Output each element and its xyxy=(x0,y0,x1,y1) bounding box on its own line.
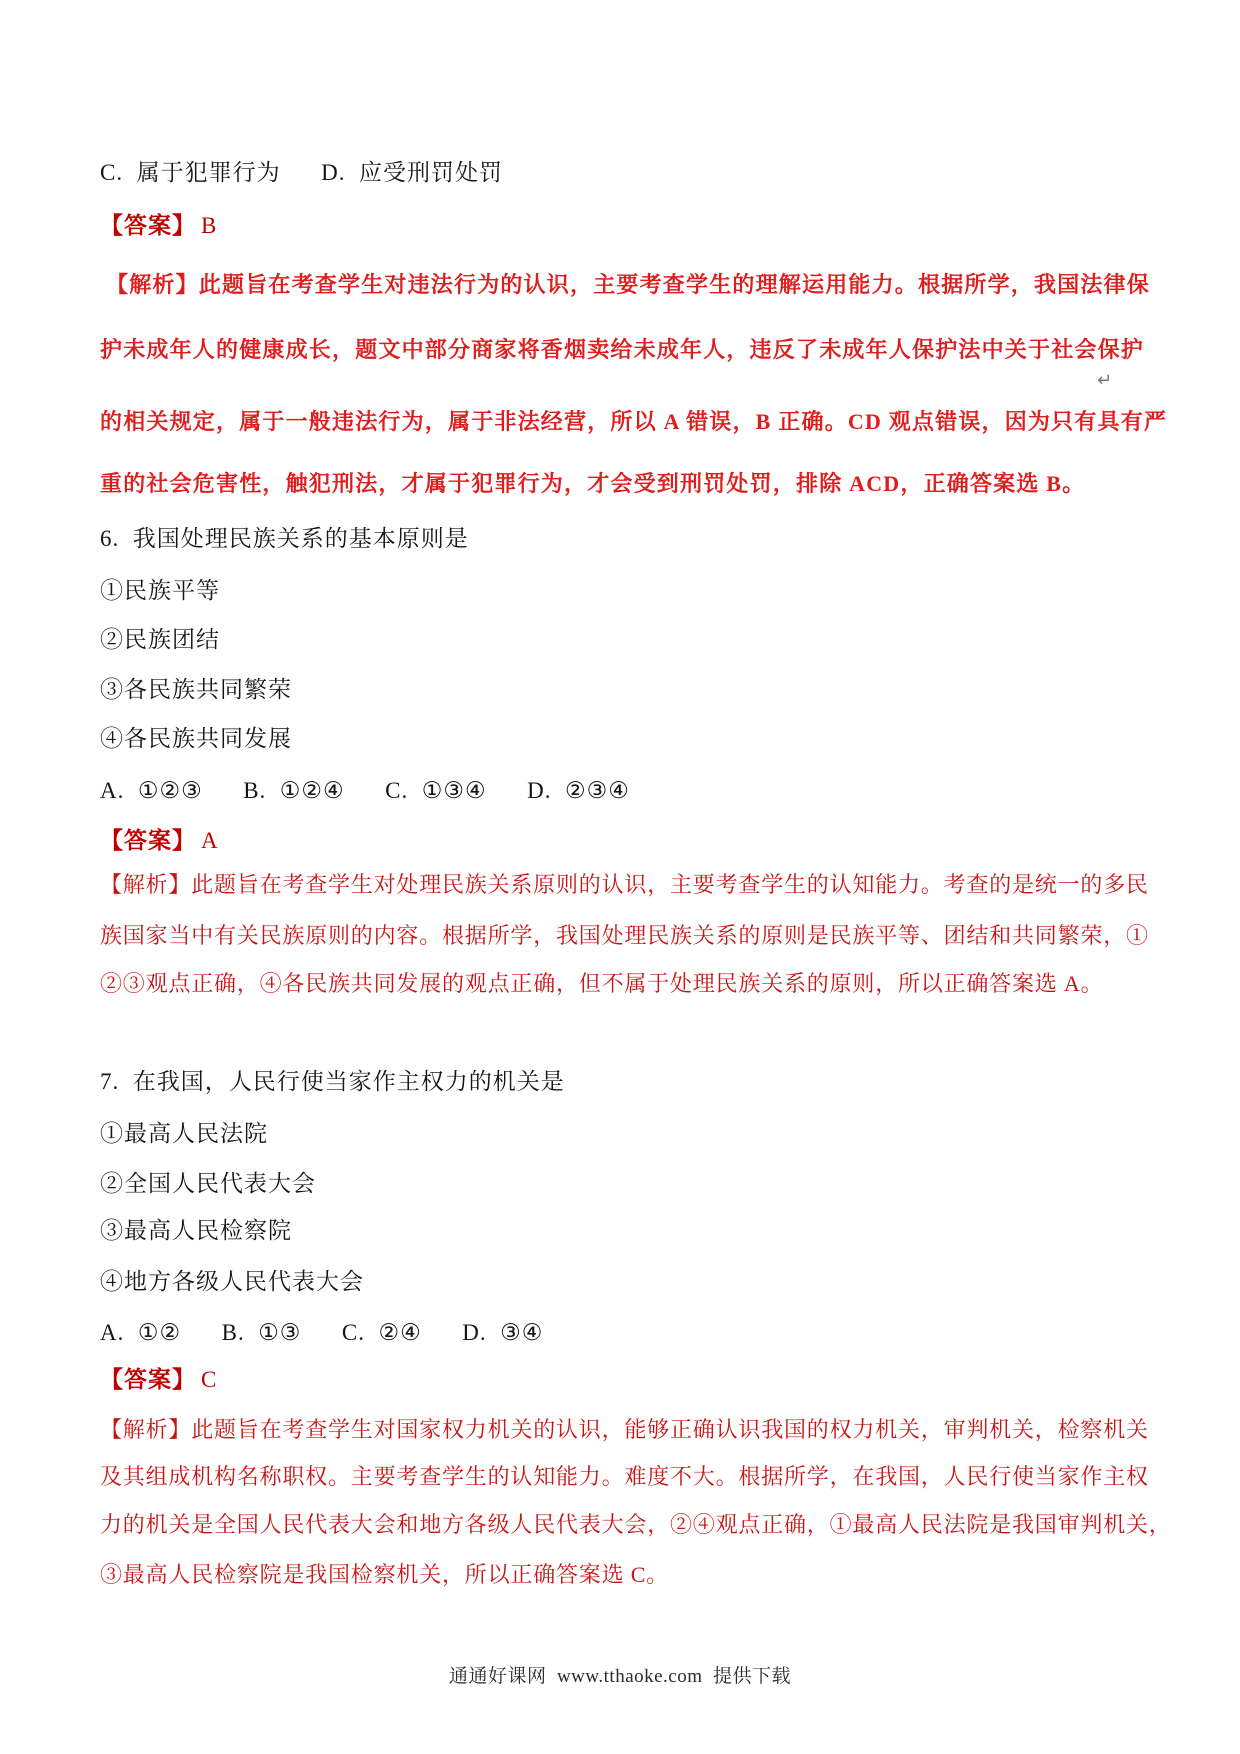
q5-analysis-line-4: 重的社会危害性，触犯刑法，才属于犯罪行为，才会受到刑罚处罚，排除 ACD，正确答案选 B。 xyxy=(100,471,1086,496)
q5-options-cd-line: C. 属于犯罪行为 D. 应受刑罚处罚 xyxy=(100,160,503,185)
q7-answer-label: 【答案】 xyxy=(100,1367,196,1392)
q5-analysis-line-1: 【解析】此题旨在考查学生对违法行为的认识，主要考查学生的理解运用能力。根据所学，我国法律保 xyxy=(106,272,1151,297)
q6-analysis-line-1: 【解析】此题旨在考查学生对处理民族关系原则的认识，主要考查学生的认知能力。考查的是统一的多民 xyxy=(100,872,1149,897)
q7-analysis-line-2: 及其组成机构名称职权。主要考查学生的认知能力。难度不大。根据所学，在我国，人民行使当家作主权 xyxy=(100,1464,1149,1489)
q7-stem: 7. 在我国，人民行使当家作主权力的机关是 xyxy=(100,1069,565,1094)
q7-answer-line xyxy=(100,1366,217,1394)
q7-analysis-line-1: 【解析】此题旨在考查学生对国家权力机关的认识，能够正确认识我国的权力机关，审判机关，检察机关 xyxy=(100,1417,1149,1442)
page-footer: 通通好课网 www.tthaoke.com 提供下载 xyxy=(448,1666,792,1687)
q6-answer-value: A xyxy=(201,828,219,853)
q6-item-2: ②民族团结 xyxy=(100,627,220,652)
q6-answer-line xyxy=(100,827,219,855)
q5-analysis-line-3: 的相关规定，属于一般违法行为，属于非法经营，所以 A 错误，B 正确。CD 观点错误，因为只有具有严 xyxy=(100,409,1168,434)
q7-options-line: A. ①② B. ①③ C. ②④ D. ③④ xyxy=(100,1320,544,1345)
q6-stem: 6. 我国处理民族关系的基本原则是 xyxy=(100,526,469,551)
q7-item-3: ③最高人民检察院 xyxy=(100,1218,292,1243)
q5-analysis-line-2: 护未成年人的健康成长，题文中部分商家将香烟卖给未成年人，违反了未成年人保护法中关于社会保护 xyxy=(100,337,1145,362)
q5-answer-line xyxy=(100,212,217,240)
q7-item-4: ④地方各级人民代表大会 xyxy=(100,1269,364,1294)
q6-item-4: ④各民族共同发展 xyxy=(100,726,292,751)
q6-options-line: A. ①②③ B. ①②④ C. ①③④ D. ②③④ xyxy=(100,778,630,803)
q5-answer-value: B xyxy=(201,213,218,238)
q7-answer-value: C xyxy=(201,1367,218,1392)
paragraph-return-icon: ↵ xyxy=(1097,370,1113,391)
q6-analysis-line-2: 族国家当中有关民族原则的内容。根据所学，我国处理民族关系的原则是民族平等、团结和共同繁荣，① xyxy=(100,923,1149,948)
q7-analysis-line-3: 力的机关是全国人民代表大会和地方各级人民代表大会，②④观点正确，①最高人民法院是我国审判机关， xyxy=(100,1512,1172,1537)
q6-item-3: ③各民族共同繁荣 xyxy=(100,677,292,702)
q6-item-1: ①民族平等 xyxy=(100,578,220,603)
q6-analysis-line-3: ②③观点正确，④各民族共同发展的观点正确，但不属于处理民族关系的原则，所以正确答案选 A。 xyxy=(100,971,1104,996)
q7-item-1: ①最高人民法院 xyxy=(100,1121,268,1146)
q7-item-2: ②全国人民代表大会 xyxy=(100,1171,316,1196)
q5-answer-label: 【答案】 xyxy=(100,213,196,238)
q7-analysis-line-4: ③最高人民检察院是我国检察机关，所以正确答案选 C。 xyxy=(100,1562,669,1587)
q6-answer-label: 【答案】 xyxy=(100,828,196,853)
